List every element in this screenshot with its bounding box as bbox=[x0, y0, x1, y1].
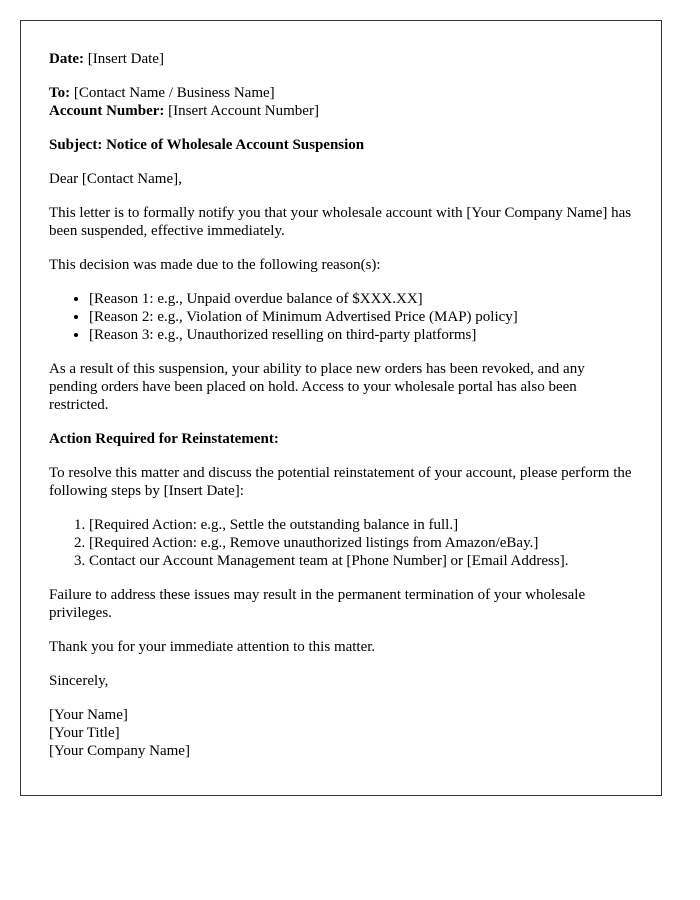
to-label: To: bbox=[49, 85, 71, 101]
reason-item: • [Reason 2: e.g., Violation of Minimum Advertised Price (MAP) policy] bbox=[89, 308, 633, 326]
account-number-line bbox=[49, 102, 633, 120]
date-label: Date: bbox=[49, 51, 84, 67]
action-heading: Action Required for Reinstatement: bbox=[49, 431, 279, 447]
closing: Sincerely, bbox=[49, 673, 109, 689]
signature-company: [Your Company Name] bbox=[49, 743, 190, 759]
consequences-paragraph: As a result of this suspension, your ability to place new orders has been revoked, and any pending orders have been placed on hold. Access to your wholesale portal has also been restricted. bbox=[49, 361, 585, 413]
reasons-intro: This decision was made due to the following reason(s): bbox=[49, 257, 381, 273]
to-line bbox=[49, 84, 633, 102]
action-item: 3. Contact our Account Management team at [Phone Number] or [Email Address]. bbox=[89, 552, 633, 570]
actions-list bbox=[49, 516, 633, 570]
signature-title: [Your Title] bbox=[49, 725, 120, 741]
reason-item: • [Reason 3: e.g., Unauthorized reselling on third-party platforms] bbox=[89, 326, 633, 344]
account-number-value: [Insert Account Number] bbox=[168, 103, 319, 119]
to-value: [Contact Name / Business Name] bbox=[73, 85, 275, 101]
date-line bbox=[49, 50, 633, 68]
thanks-paragraph: Thank you for your immediate attention to this matter. bbox=[49, 639, 376, 655]
intro-paragraph: This letter is to formally notify you that your wholesale account with [Your Company Name] has been suspended, effective immediately. bbox=[49, 205, 632, 239]
action-intro: To resolve this matter and discuss the potential reinstatement of your account, please perform the following steps by [Insert Date]: bbox=[49, 465, 632, 499]
warning-paragraph: Failure to address these issues may result in the permanent termination of your wholesale privileges. bbox=[49, 587, 586, 621]
letter-page bbox=[20, 20, 662, 796]
date-value: [Insert Date] bbox=[87, 51, 164, 67]
salutation: Dear [Contact Name], bbox=[49, 171, 182, 187]
subject-line: Subject: Notice of Wholesale Account Suspension bbox=[49, 137, 365, 153]
action-item: 2. [Required Action: e.g., Remove unauthorized listings from Amazon/eBay.] bbox=[89, 534, 633, 552]
reason-item: • [Reason 1: e.g., Unpaid overdue balance of $XXX.XX] bbox=[89, 290, 633, 308]
signature-name: [Your Name] bbox=[49, 707, 128, 723]
reasons-list bbox=[49, 290, 633, 344]
action-item: 1. [Required Action: e.g., Settle the outstanding balance in full.] bbox=[89, 516, 633, 534]
account-number-label: Account Number: bbox=[49, 103, 165, 119]
